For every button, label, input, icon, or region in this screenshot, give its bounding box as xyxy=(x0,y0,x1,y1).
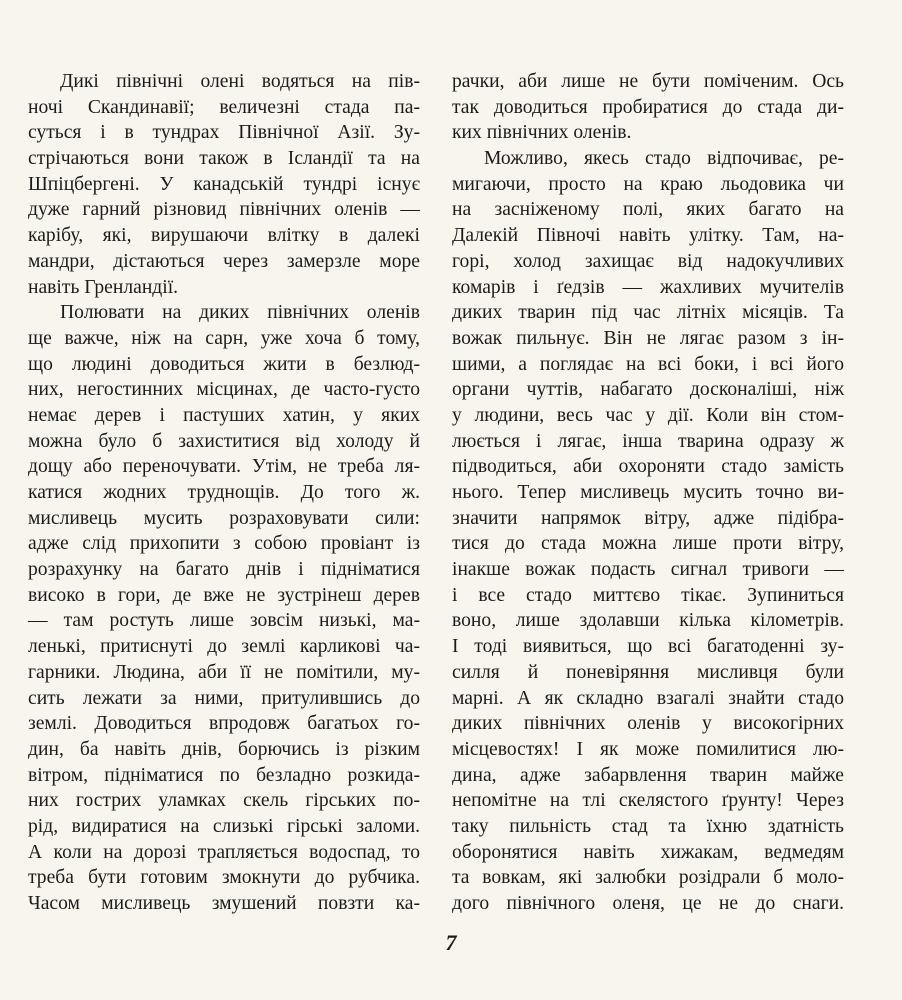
text-line: на засніженому полі, яких багато на xyxy=(452,199,844,221)
text-line: у людини, весь час у дії. Коли він стом- xyxy=(452,404,844,426)
text-line: високо в гори, де вже не зустрінеш дерев xyxy=(28,584,420,606)
text-line: — там ростуть лише зовсім низькі, ма- xyxy=(28,610,420,632)
text-line: розрахунку на багато днів і підніматися xyxy=(28,559,420,581)
text-line: ночі Скандинавії; величезні стада па- xyxy=(28,96,420,118)
text-line: вітром, підніматися по безладно розкида- xyxy=(28,764,420,786)
text-line: них, негостинних місцинах, де часто-густо xyxy=(28,379,420,401)
text-line: горі, холод захищає від надокучливих xyxy=(452,250,844,272)
text-line: немає дерев і пастуших хатин, у яких xyxy=(28,404,420,426)
text-line: і все стадо миттєво тікає. Зупиниться xyxy=(452,584,844,606)
text-line: дого північного оленя, це не до снаги. xyxy=(452,893,844,914)
text-line: адже слід прихопити з собою провіант із xyxy=(28,533,420,555)
text-line: мисливець мусить розраховувати сили: xyxy=(28,507,420,529)
text-line: воно, лише здолавши кілька кілометрів. xyxy=(452,610,844,632)
text-line: треба бути готовим змокнути до рубчика. xyxy=(28,867,420,889)
text-line: сить лежати за ними, притулившись до xyxy=(28,687,420,709)
text-line: Шпіцбергені. У канадській тундрі існує xyxy=(28,173,420,195)
text-line: так доводиться пробиратися до стада ди- xyxy=(452,96,844,118)
text-line: люється і лягає, інша тварина одразу ж xyxy=(452,430,844,452)
text-line: шими, а поглядає на всі боки, і всі його xyxy=(452,353,844,375)
text-line: І тоді виявиться, що всі багатоденні зу- xyxy=(452,636,844,658)
text-line: комарів і ґедзів — жахливих мучителів xyxy=(452,276,844,298)
text-line: дина, адже забарвлення тварин майже xyxy=(452,764,844,786)
text-line: них гострих уламках скель гірських по- xyxy=(28,790,420,812)
text-line: рід, видиратися на слизькі гірські заломи. xyxy=(28,815,420,837)
text-line: дощу або переночувати. Утім, не треба ля- xyxy=(28,456,420,478)
text-line: таку пильність стад та їхню здатність xyxy=(452,815,844,837)
text-line: Дикі північні олені водяться на пів- xyxy=(60,71,420,92)
text-line: А коли на дорозі трапляється водоспад, то xyxy=(28,841,420,863)
text-line: стрічаються вони також в Ісландії та на xyxy=(28,148,420,170)
right-text-column xyxy=(452,69,844,917)
text-line: навіть Гренландії. xyxy=(28,276,179,298)
text-line: Далекій Півночі навіть улітку. Там, на- xyxy=(452,225,844,247)
text-line: непомітне на тлі скелястого ґрунту! Через xyxy=(452,790,844,812)
text-line: нього. Тепер мисливець мусить точно ви- xyxy=(452,482,844,503)
left-text-column xyxy=(28,69,420,917)
text-line: рачки, аби лише не бути поміченим. Ось xyxy=(452,71,844,92)
page-number: 7 xyxy=(445,930,457,955)
text-line: органи чуттів, набагато досконаліші, ніж xyxy=(452,379,844,401)
text-line: дин, ба навіть днів, борючись із різким xyxy=(28,738,420,760)
text-line: диких північних оленів у високогірних xyxy=(452,713,844,735)
text-line: Часом мисливець змушений повзти ка- xyxy=(28,893,420,914)
text-line: ще важче, ніж на сарн, уже хоча б тому, xyxy=(28,327,420,349)
text-line: Полювати на диких північних оленів xyxy=(60,302,420,324)
text-line: катися жодних труднощів. До того ж. xyxy=(28,482,420,503)
text-line: гарники. Людина, аби її не помітили, му- xyxy=(28,661,420,683)
text-line: Можливо, якесь стадо відпочиває, ре- xyxy=(484,148,844,170)
text-line: ких північних оленів. xyxy=(452,122,632,144)
text-line: силля й поневіряння мисливця були xyxy=(452,661,844,683)
text-line: землі. Доводиться впродовж багатьох го- xyxy=(28,713,420,735)
text-line: підводиться, аби охороняти стадо замість xyxy=(452,456,844,478)
text-line: інакше вожак подасть сигнал тривоги — xyxy=(452,559,844,581)
text-line: та вовкам, які залюбки розідрали б моло- xyxy=(452,867,844,889)
text-line: мигаючи, просто на краю льодовика чи xyxy=(452,173,844,195)
text-line: диких тварин під час літніх місяців. Та xyxy=(452,302,844,324)
text-line: можна було б захиститися від холоду й xyxy=(28,430,420,452)
text-line: тися до стада можна лише проти вітру, xyxy=(452,533,844,555)
text-line: вожак пильнує. Він не лягає разом з ін- xyxy=(452,327,844,349)
text-line: карібу, які, вирушаючи влітку в далекі xyxy=(28,225,420,247)
text-line: оборонятися навіть хижакам, ведмедям xyxy=(452,841,844,863)
text-line: що людині доводиться жити в безлюд- xyxy=(28,353,420,375)
text-line: місцевостях! І як може помилитися лю- xyxy=(452,738,844,760)
text-line: дуже гарний різновид північних оленів — xyxy=(28,199,420,221)
text-line: ленькі, притиснуті до землі карликові ча- xyxy=(28,636,420,658)
text-line: значити напрямок вітру, адже підібра- xyxy=(452,507,844,529)
text-line: суться і в тундрах Північної Азії. Зу- xyxy=(28,122,420,144)
text-line: мандри, дістаються через замерзле море xyxy=(28,250,420,272)
text-line: марні. А як складно взагалі знайти стадо xyxy=(452,687,844,709)
